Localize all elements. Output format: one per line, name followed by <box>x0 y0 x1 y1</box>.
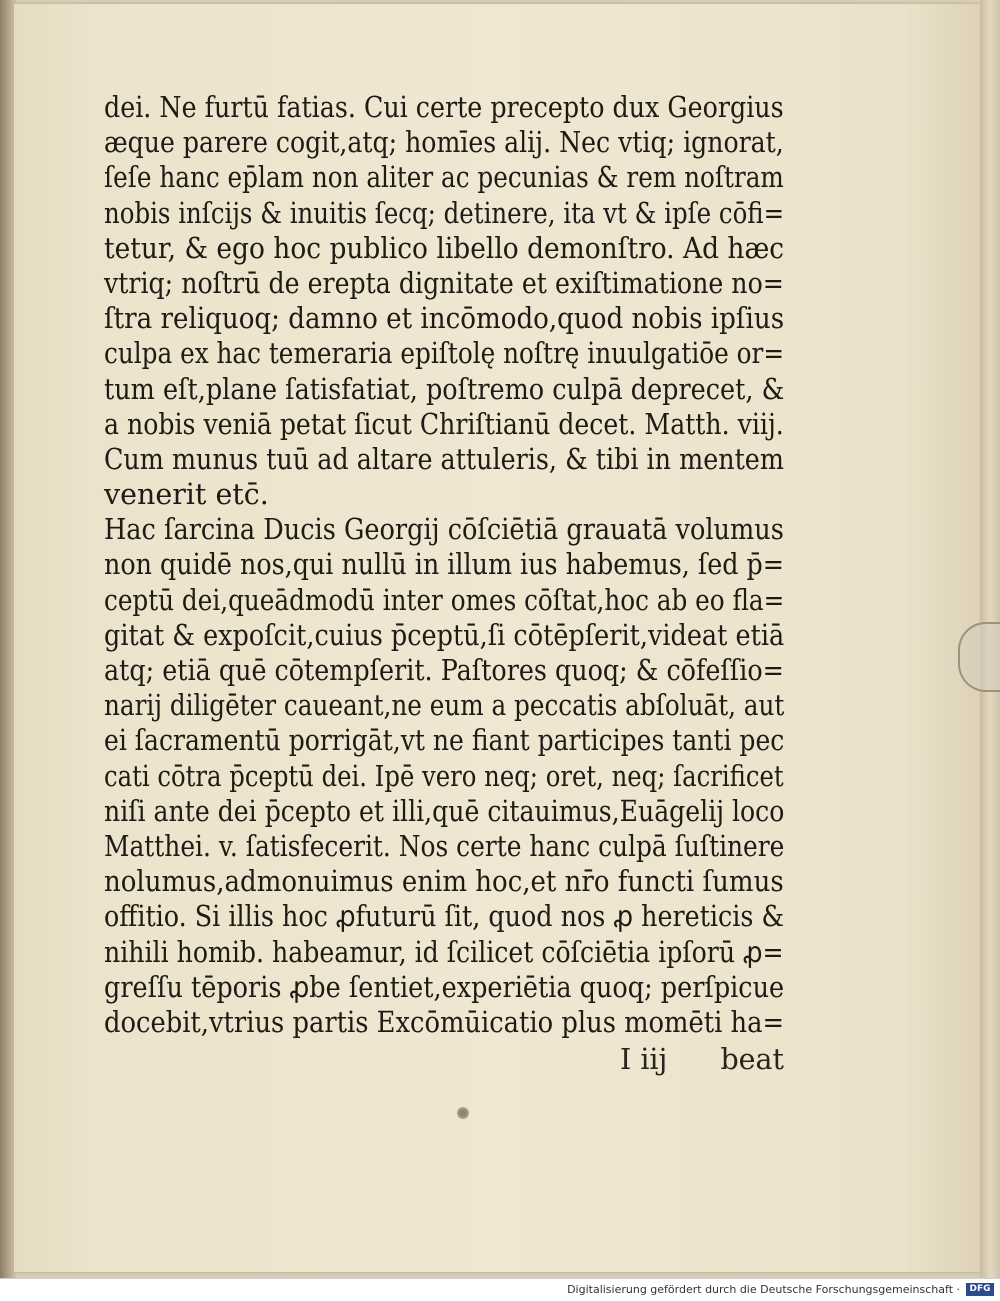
text-line: Matthei. v. ſatisfecerit. Nos certe hanc culpā ſuſtinere <box>104 829 785 863</box>
text-block <box>104 90 784 1040</box>
signature-mark: I iij <box>620 1043 668 1076</box>
text-line: ceptū dei,queādmodū inter omes cōſtat,hoc ab eo fla= <box>104 583 785 617</box>
text-line: nobis inſcijs & inuitis ſecq; detinere, ita vt & ipſe cōfi= <box>104 196 785 230</box>
signature-line <box>104 1042 784 1078</box>
catchword: beat <box>720 1043 784 1076</box>
text-line: æque parere cogit,atq; homīes alij. Nec vtiq; ignorat, <box>104 126 784 160</box>
text-line: ſeſe hanc ep̄lam non aliter ac pecunias & rem noſtram <box>104 161 784 195</box>
text-line: offitio. Si illis hoc ꝓfuturū ſit, quod nos ꝓ hereticis & <box>104 900 785 934</box>
text-line: culpa ex hac temeraria epiſtolę noſtrę inuulgatiōe or= <box>104 337 785 371</box>
text-line: Hac ſarcina Ducis Georgij cōſciētiā grauatā volumus <box>104 513 784 547</box>
text-line: a nobis veniā petat ſicut Chriſtianū decet. Matth. viij. <box>104 407 784 441</box>
text-line: docebit,vtrius partis Excōmūicatio plus momēti ha= <box>104 1005 785 1039</box>
text-line: vtriq; noſtrū de erepta dignitate et exiſtimatione no= <box>104 266 784 300</box>
text-line: tetur, & ego hoc publico libello demonſtro. Ad hæc <box>104 231 785 265</box>
pin-hole <box>457 1107 469 1119</box>
text-line: niſi ante dei p̄cepto et illi,quē citauimus,Euāgelij loco <box>104 794 785 828</box>
text-line: venerit etc̄. <box>104 478 269 512</box>
text-line: Cum munus tuū ad altare attuleris, & tibi in mentem <box>104 442 784 476</box>
text-line: tum eſt,plane ſatisfatiat, poſtremo culpā deprecet, & <box>104 372 785 406</box>
text-line: ſtra reliquoq; damno et incōmodo,quod nobis ipſius <box>104 302 785 336</box>
text-line: narij diligēter caueant,ne eum a peccatis abſoluāt, aut <box>104 689 785 723</box>
footer-bar <box>0 1278 1000 1301</box>
text-line: ei ſacramentū porrigāt,vt ne fiant participes tanti pec <box>104 724 785 758</box>
funding-credit: Digitalisierung gefördert durch die Deutsche Forschungsgemeinschaft · <box>567 1283 960 1296</box>
text-line: cati cōtra p̄ceptū dei. Ipē vero neq; oret, neq; ſacrificet <box>104 759 784 793</box>
text-line: gitat & expoſcit,cuius p̄ceptū,ſi cōtēpſerit,videat etiā <box>104 618 785 652</box>
text-line: greſſu tēporis ꝓbe ſentiet,experiētia quoq; perſpicue <box>104 970 785 1004</box>
text-line: atq; etiā quē cōtempſerit. Paſtores quoq; & cōfeſſio= <box>104 654 784 687</box>
page-clip-tab <box>958 622 1000 692</box>
text-line: non quidē nos,qui nullū in illum ius habemus, ſed p̄= <box>104 548 785 582</box>
text-line: nihili homib. habeamur, id ſcilicet cōſciētia ipſorū ꝓ= <box>104 935 784 969</box>
text-line: nolumus,admonuimus enim hoc,et nr̄o functi ſumus <box>104 865 784 899</box>
text-line: dei. Ne furtū fatias. Cui certe precepto dux Georgius <box>104 91 784 124</box>
dfg-logo-icon: DFG <box>966 1283 994 1296</box>
